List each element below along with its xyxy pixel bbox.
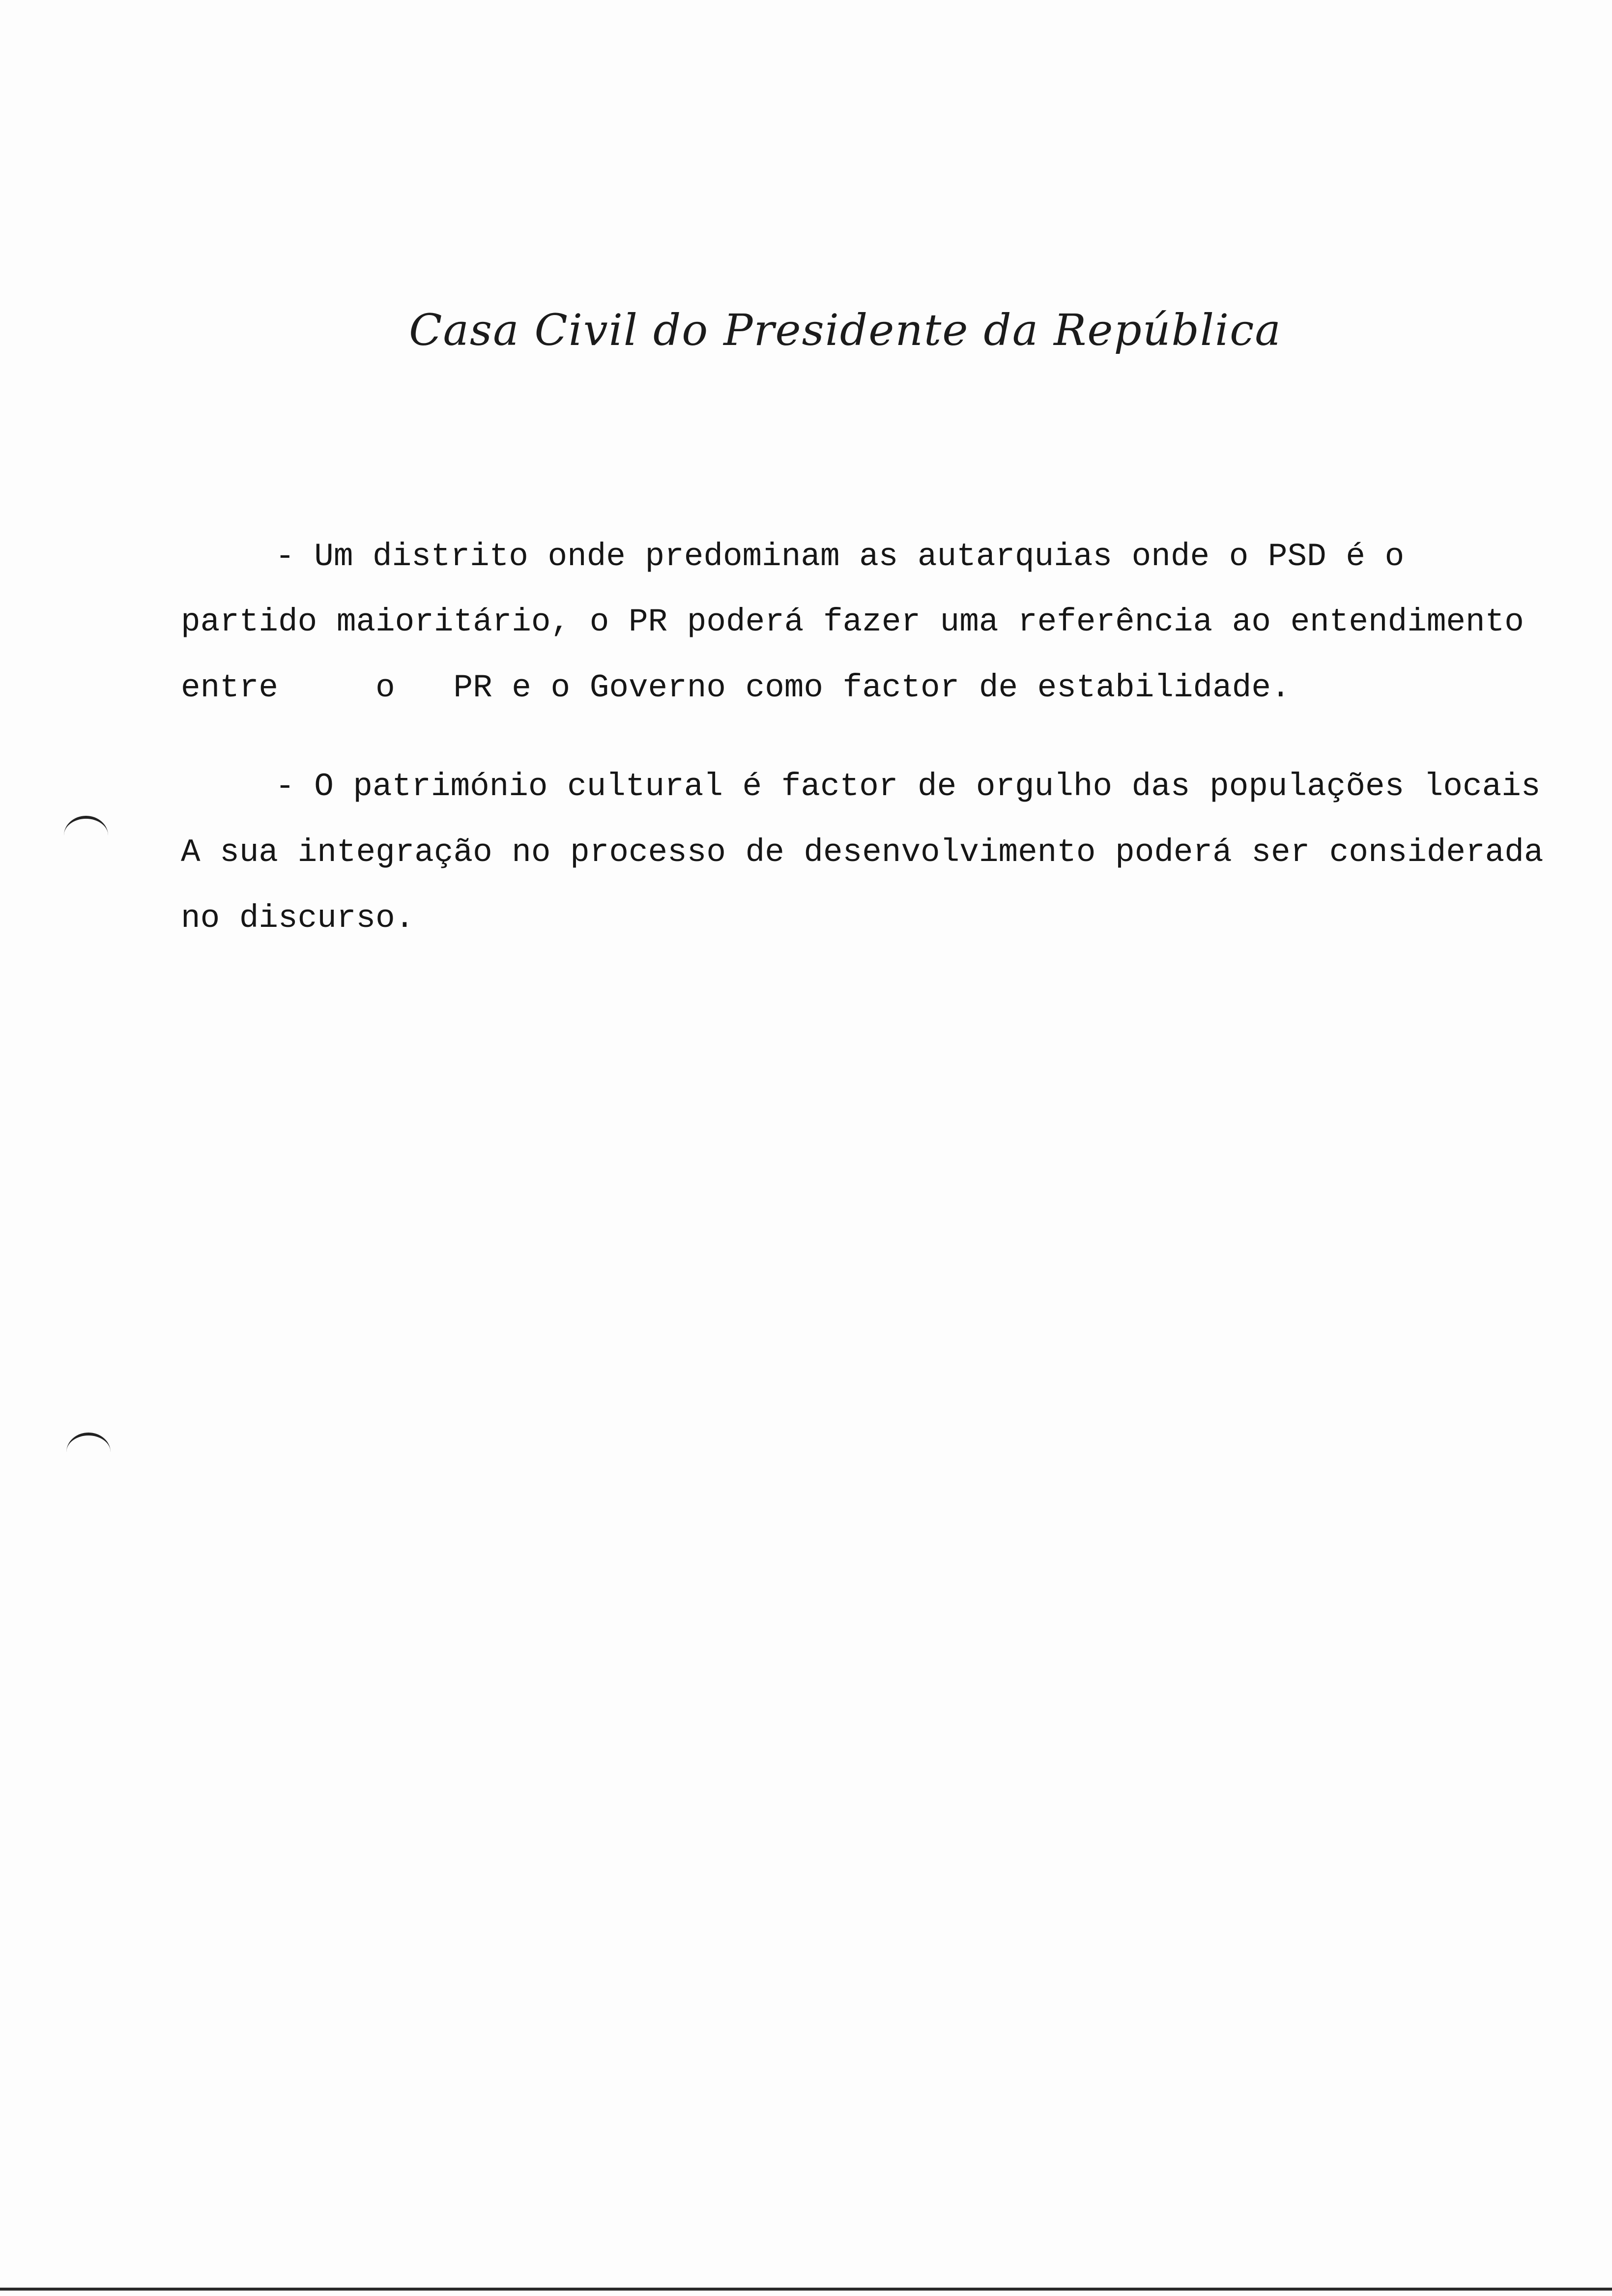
punch-hole-mark	[64, 816, 108, 835]
paragraph-2-line-1: - O património cultural é factor de orgulho das populações locais	[275, 768, 1541, 805]
bottom-edge-rule	[0, 2288, 1612, 2291]
paragraph-2-line-3: no discurso.	[181, 900, 415, 937]
paragraph-1-line-1: - Um distrito onde predominam as autarquias onde o PSD é o	[275, 538, 1405, 575]
paragraph-1-line-3: entre o PR e o Governo como factor de estabilidade.	[181, 669, 1291, 706]
paragraph-1-line-2: partido maioritário, o PR poderá fazer uma referência ao entendimento	[181, 603, 1524, 640]
punch-hole-mark	[66, 1433, 111, 1452]
paragraph-2-line-2: A sua integração no processo de desenvolvimento poderá ser considerada	[181, 834, 1544, 871]
letterhead-title: Casa Civil do Presidente da República	[409, 305, 1282, 355]
